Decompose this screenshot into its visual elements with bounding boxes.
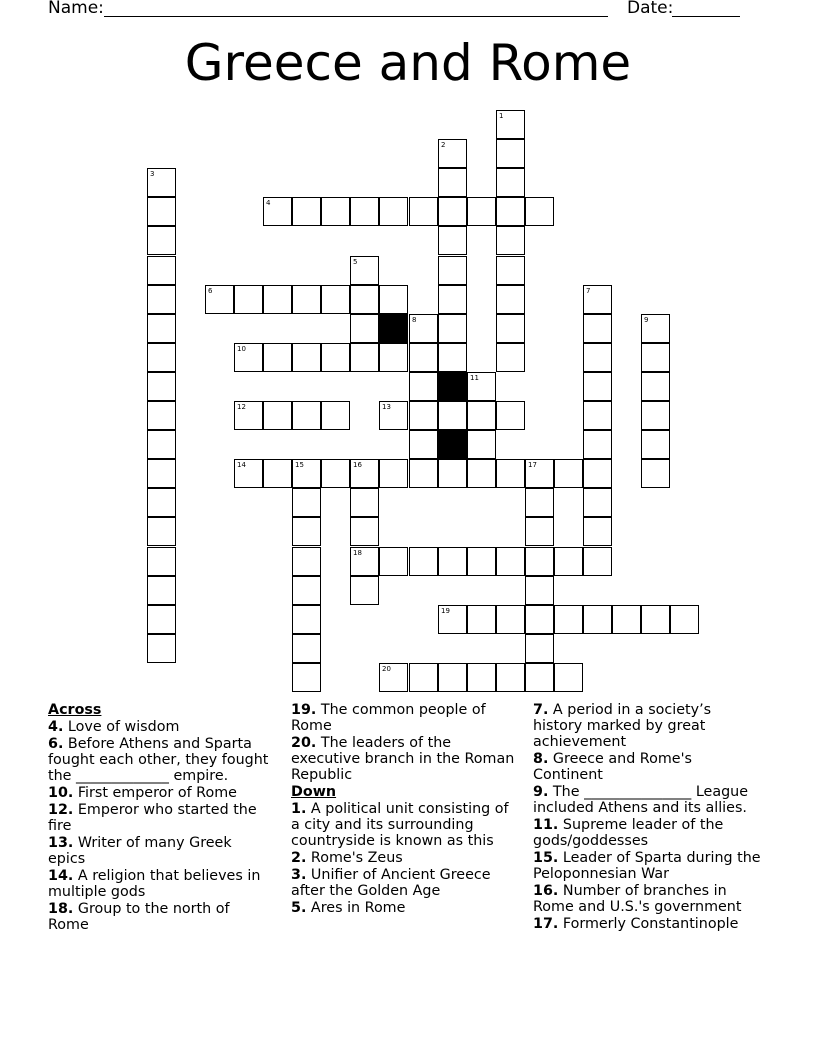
clue-number: 2. xyxy=(291,850,307,866)
grid-cell[interactable] xyxy=(321,343,350,372)
grid-cell[interactable] xyxy=(147,226,176,255)
grid-cell[interactable] xyxy=(554,663,583,692)
clue-number: 7. xyxy=(533,702,549,718)
clue-number: 17. xyxy=(533,916,559,932)
across-heading: Across xyxy=(48,702,102,718)
grid-cell[interactable] xyxy=(583,517,612,546)
clue-text: Unifier of Ancient Greece after the Golden Age xyxy=(291,867,491,899)
grid-cell[interactable] xyxy=(321,401,350,430)
clue-text: Emperor who started the fire xyxy=(48,802,257,834)
cell-number: 19 xyxy=(441,607,450,615)
grid-cell[interactable] xyxy=(583,285,612,314)
grid-cell[interactable] xyxy=(379,547,408,576)
clue-number: 8. xyxy=(533,751,549,767)
across-clue xyxy=(48,868,273,900)
grid-cell[interactable] xyxy=(641,605,670,634)
grid-cell[interactable] xyxy=(292,517,321,546)
grid-cell[interactable] xyxy=(641,343,670,372)
cell-number: 11 xyxy=(470,374,479,382)
clue-number: 13. xyxy=(48,835,74,851)
grid-cell[interactable] xyxy=(350,576,379,605)
grid-cell[interactable] xyxy=(292,343,321,372)
grid-cell[interactable] xyxy=(641,401,670,430)
cell-number: 12 xyxy=(237,403,246,411)
grid-cell[interactable] xyxy=(438,256,467,285)
grid-cell[interactable] xyxy=(438,139,467,168)
grid-cell[interactable] xyxy=(350,459,379,488)
grid-cell[interactable] xyxy=(234,285,263,314)
grid-cell[interactable] xyxy=(438,226,467,255)
clue-number: 11. xyxy=(533,817,559,833)
grid-cell[interactable] xyxy=(379,343,408,372)
grid-cell[interactable] xyxy=(263,401,292,430)
clue-text: A religion that believes in multiple gods xyxy=(48,868,261,900)
grid-cell[interactable] xyxy=(496,547,525,576)
clue-number: 15. xyxy=(533,850,559,866)
clue-number: 5. xyxy=(291,900,307,916)
cell-number: 18 xyxy=(353,549,362,557)
grid-cell[interactable] xyxy=(583,430,612,459)
grid-cell[interactable] xyxy=(467,459,496,488)
clue-number: 14. xyxy=(48,868,74,884)
grid-cell[interactable] xyxy=(496,314,525,343)
cell-number: 9 xyxy=(644,316,649,324)
grid-cell[interactable] xyxy=(496,226,525,255)
grid-cell[interactable] xyxy=(205,285,234,314)
cell-number: 3 xyxy=(150,170,155,178)
cell-number: 13 xyxy=(382,403,391,411)
grid-cell[interactable] xyxy=(147,256,176,285)
grid-cell[interactable] xyxy=(147,401,176,430)
grid-cell[interactable] xyxy=(292,663,321,692)
down-clue xyxy=(533,916,763,932)
down-clue xyxy=(533,702,763,750)
clue-text: The _______________ League included Athens and its allies. xyxy=(533,784,749,816)
grid-cell[interactable] xyxy=(292,401,321,430)
down-clue xyxy=(291,850,519,866)
grid-cell[interactable] xyxy=(263,459,292,488)
clue-text: Supreme leader of the gods/goddesses xyxy=(533,817,724,849)
date-label: Date: xyxy=(627,0,674,18)
grid-cell[interactable] xyxy=(147,576,176,605)
grid-cell[interactable] xyxy=(583,343,612,372)
grid-cell[interactable] xyxy=(467,372,496,401)
clue-text: The common people of Rome xyxy=(291,702,486,734)
clue-number: 10. xyxy=(48,785,74,801)
clue-text: Number of branches in Rome and U.S.'s government xyxy=(533,883,742,915)
clue-number: 16. xyxy=(533,883,559,899)
name-label: Name: xyxy=(48,0,104,18)
clue-text: Formerly Constantinople xyxy=(558,916,739,932)
grid-block xyxy=(438,372,467,401)
grid-cell[interactable] xyxy=(525,634,554,663)
cell-number: 6 xyxy=(208,287,213,295)
grid-cell[interactable] xyxy=(438,605,467,634)
grid-cell[interactable] xyxy=(147,547,176,576)
grid-cell[interactable] xyxy=(292,634,321,663)
clue-number: 12. xyxy=(48,802,74,818)
grid-cell[interactable] xyxy=(350,517,379,546)
clue-text: Love of wisdom xyxy=(63,719,180,735)
clue-text: Before Athens and Sparta fought each other, they fought the _____________ empire. xyxy=(48,736,269,784)
grid-cell[interactable] xyxy=(292,576,321,605)
clue-number: 4. xyxy=(48,719,64,735)
grid-cell[interactable] xyxy=(525,459,554,488)
grid-cell[interactable] xyxy=(496,168,525,197)
clue-number: 3. xyxy=(291,867,307,883)
clue-column-1 xyxy=(48,702,273,934)
across-clue xyxy=(291,735,519,783)
grid-cell[interactable] xyxy=(234,343,263,372)
grid-cell[interactable] xyxy=(467,197,496,226)
grid-cell[interactable] xyxy=(583,401,612,430)
grid-cell[interactable] xyxy=(525,605,554,634)
grid-cell[interactable] xyxy=(467,401,496,430)
grid-cell[interactable] xyxy=(147,197,176,226)
grid-cell[interactable] xyxy=(583,314,612,343)
clue-text: First emperor of Rome xyxy=(73,785,237,801)
grid-cell[interactable] xyxy=(438,663,467,692)
clue-text: Leader of Sparta during the Peloponnesian War xyxy=(533,850,761,882)
clue-text: The leaders of the executive branch in the Roman Republic xyxy=(291,735,515,783)
page-title: Greece and Rome xyxy=(184,34,632,92)
grid-cell[interactable] xyxy=(554,547,583,576)
grid-cell[interactable] xyxy=(409,547,438,576)
grid-cell[interactable] xyxy=(641,372,670,401)
grid-cell[interactable] xyxy=(147,285,176,314)
cell-number: 4 xyxy=(266,199,271,207)
grid-cell[interactable] xyxy=(147,372,176,401)
grid-block xyxy=(438,430,467,459)
clue-number: 9. xyxy=(533,784,549,800)
grid-cell[interactable] xyxy=(467,605,496,634)
grid-cell[interactable] xyxy=(379,285,408,314)
down-clue xyxy=(533,817,763,849)
clue-number: 19. xyxy=(291,702,317,718)
down-clue xyxy=(533,751,763,783)
grid-cell[interactable] xyxy=(438,459,467,488)
grid-cell[interactable] xyxy=(438,401,467,430)
grid-cell[interactable] xyxy=(496,110,525,139)
grid-cell[interactable] xyxy=(350,314,379,343)
grid-cell[interactable] xyxy=(467,663,496,692)
grid-cell[interactable] xyxy=(496,401,525,430)
down-heading: Down xyxy=(291,784,337,800)
grid-cell[interactable] xyxy=(350,547,379,576)
grid-cell[interactable] xyxy=(321,197,350,226)
grid-cell[interactable] xyxy=(292,547,321,576)
down-clue xyxy=(291,801,519,849)
grid-cell[interactable] xyxy=(409,314,438,343)
grid-cell[interactable] xyxy=(147,517,176,546)
grid-cell[interactable] xyxy=(292,459,321,488)
grid-block xyxy=(379,314,408,343)
grid-cell[interactable] xyxy=(263,285,292,314)
grid-cell[interactable] xyxy=(350,488,379,517)
across-clue xyxy=(48,802,273,834)
grid-cell[interactable] xyxy=(147,343,176,372)
down-clue xyxy=(533,850,763,882)
grid-cell[interactable] xyxy=(467,430,496,459)
clue-column-3 xyxy=(533,702,763,933)
grid-cell[interactable] xyxy=(350,256,379,285)
grid-cell[interactable] xyxy=(612,605,641,634)
grid-cell[interactable] xyxy=(438,197,467,226)
grid-cell[interactable] xyxy=(409,663,438,692)
grid-cell[interactable] xyxy=(350,197,379,226)
grid-cell[interactable] xyxy=(525,488,554,517)
grid-cell[interactable] xyxy=(583,605,612,634)
clue-text: Greece and Rome's Continent xyxy=(533,751,692,783)
clue-text: Rome's Zeus xyxy=(306,850,403,866)
grid-cell[interactable] xyxy=(379,663,408,692)
grid-cell[interactable] xyxy=(525,663,554,692)
grid-cell[interactable] xyxy=(438,168,467,197)
grid-cell[interactable] xyxy=(525,517,554,546)
grid-cell[interactable] xyxy=(670,605,699,634)
across-clue xyxy=(48,835,273,867)
grid-cell[interactable] xyxy=(409,401,438,430)
grid-cell[interactable] xyxy=(583,488,612,517)
down-clue xyxy=(291,900,519,916)
grid-cell[interactable] xyxy=(641,430,670,459)
grid-cell[interactable] xyxy=(350,285,379,314)
cell-number: 8 xyxy=(412,316,417,324)
grid-cell[interactable] xyxy=(147,634,176,663)
grid-cell[interactable] xyxy=(263,343,292,372)
grid-cell[interactable] xyxy=(496,256,525,285)
grid-cell[interactable] xyxy=(292,605,321,634)
grid-cell[interactable] xyxy=(525,576,554,605)
grid-cell[interactable] xyxy=(496,605,525,634)
grid-cell[interactable] xyxy=(147,488,176,517)
grid-cell[interactable] xyxy=(292,285,321,314)
grid-cell[interactable] xyxy=(583,547,612,576)
grid-cell[interactable] xyxy=(234,459,263,488)
grid-cell[interactable] xyxy=(321,285,350,314)
grid-cell[interactable] xyxy=(263,197,292,226)
across-clue xyxy=(48,719,273,735)
cell-number: 10 xyxy=(237,345,246,353)
cell-number: 2 xyxy=(441,141,446,149)
grid-cell[interactable] xyxy=(379,459,408,488)
grid-cell[interactable] xyxy=(147,314,176,343)
grid-cell[interactable] xyxy=(438,285,467,314)
grid-cell[interactable] xyxy=(147,430,176,459)
cell-number: 16 xyxy=(353,461,362,469)
clue-column-2 xyxy=(291,702,519,917)
across-clue xyxy=(48,785,273,801)
grid-cell[interactable] xyxy=(438,314,467,343)
grid-cell[interactable] xyxy=(554,605,583,634)
grid-cell[interactable] xyxy=(496,343,525,372)
grid-cell[interactable] xyxy=(409,372,438,401)
grid-cell[interactable] xyxy=(641,314,670,343)
grid-cell[interactable] xyxy=(147,459,176,488)
clue-number: 1. xyxy=(291,801,307,817)
clue-number: 6. xyxy=(48,736,64,752)
clue-text: Writer of many Greek epics xyxy=(48,835,232,867)
down-clue xyxy=(533,883,763,915)
grid-cell[interactable] xyxy=(409,459,438,488)
grid-cell[interactable] xyxy=(292,488,321,517)
cell-number: 7 xyxy=(586,287,591,295)
grid-cell[interactable] xyxy=(496,285,525,314)
grid-cell[interactable] xyxy=(496,459,525,488)
grid-cell[interactable] xyxy=(321,459,350,488)
grid-cell[interactable] xyxy=(554,459,583,488)
down-clue xyxy=(533,784,763,816)
grid-cell[interactable] xyxy=(350,343,379,372)
grid-cell[interactable] xyxy=(438,343,467,372)
clue-text: A period in a society’s history marked by great achievement xyxy=(533,702,712,750)
clue-text: Ares in Rome xyxy=(306,900,406,916)
cell-number: 14 xyxy=(237,461,246,469)
grid-cell[interactable] xyxy=(525,547,554,576)
cell-number: 1 xyxy=(499,112,504,120)
across-clue xyxy=(48,736,273,784)
across-clue xyxy=(48,901,273,933)
grid-cell[interactable] xyxy=(234,401,263,430)
clue-number: 20. xyxy=(291,735,317,751)
grid-cell[interactable] xyxy=(379,197,408,226)
grid-cell[interactable] xyxy=(496,663,525,692)
across-clue xyxy=(291,702,519,734)
cell-number: 17 xyxy=(528,461,537,469)
clue-text: Group to the north of Rome xyxy=(48,901,230,933)
cell-number: 5 xyxy=(353,258,358,266)
grid-cell[interactable] xyxy=(583,372,612,401)
grid-cell[interactable] xyxy=(496,197,525,226)
cell-number: 15 xyxy=(295,461,304,469)
cell-number: 20 xyxy=(382,665,391,673)
clue-number: 18. xyxy=(48,901,74,917)
grid-cell[interactable] xyxy=(641,459,670,488)
grid-cell[interactable] xyxy=(496,139,525,168)
grid-cell[interactable] xyxy=(147,168,176,197)
grid-cell[interactable] xyxy=(525,197,554,226)
down-clue xyxy=(291,867,519,899)
grid-cell[interactable] xyxy=(409,430,438,459)
grid-cell[interactable] xyxy=(409,343,438,372)
grid-cell[interactable] xyxy=(583,459,612,488)
grid-cell[interactable] xyxy=(467,547,496,576)
grid-cell[interactable] xyxy=(438,547,467,576)
grid-cell[interactable] xyxy=(292,197,321,226)
clue-text: A political unit consisting of a city and its surrounding countryside is known as this xyxy=(291,801,509,849)
grid-cell[interactable] xyxy=(147,605,176,634)
grid-cell[interactable] xyxy=(409,197,438,226)
grid-cell[interactable] xyxy=(379,401,408,430)
